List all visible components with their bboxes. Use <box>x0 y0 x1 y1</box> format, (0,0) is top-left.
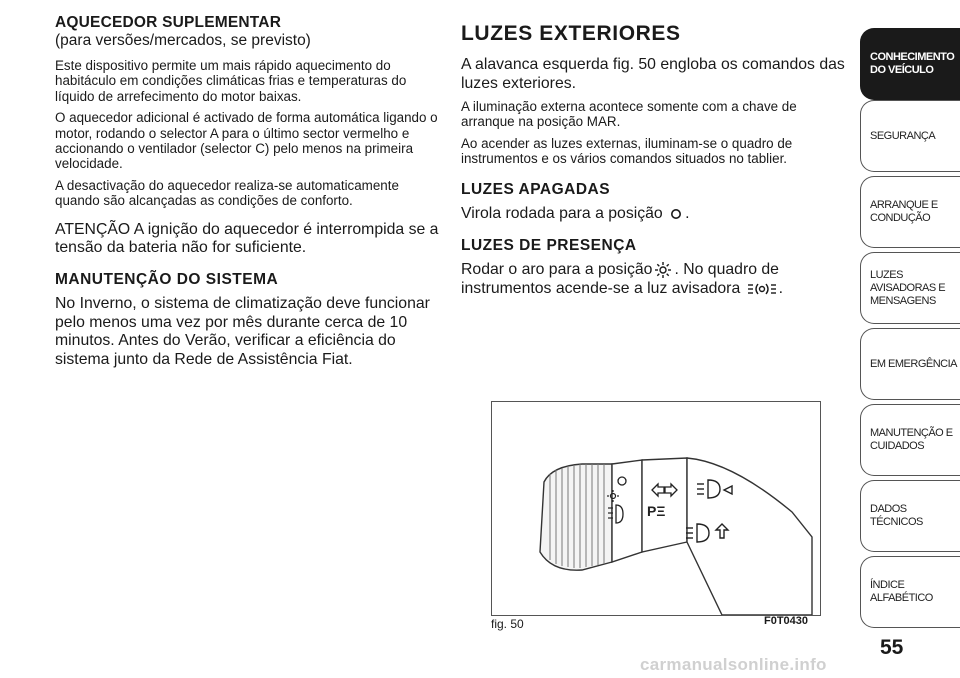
tab-em-emergencia[interactable] <box>860 328 960 400</box>
text-fragment: Rodar o aro para a posição <box>461 261 653 279</box>
text-fragment: . No quadro de <box>674 261 779 279</box>
paragraph: O aquecedor adicional é activado de forma automática ligando o motor, rodando o selector A para o último sector vermelho e accionando o ventilador (selector C) pelo menos na primeira velocidade. <box>55 110 438 172</box>
tab-label: MANUTENÇÃO E CUIDADOS <box>870 427 953 452</box>
position-lights-text <box>461 261 846 298</box>
tab-label: CONHECIMENTO DO VEÍCULO <box>870 51 955 76</box>
text-fragment: Virola rodada para a posição <box>461 204 663 222</box>
text-fragment: . <box>778 279 784 297</box>
tab-conhecimento-do-veiculo[interactable] <box>860 28 960 100</box>
tab-luzes-avisadoras[interactable] <box>860 252 960 324</box>
tab-indice-alfabetico[interactable] <box>860 556 960 628</box>
watermark: carmanualsonline.info <box>640 655 827 674</box>
tab-arranque-e-conducao[interactable] <box>860 176 960 248</box>
section-subheading-heater: (para versões/mercados, se previsto) <box>55 32 311 49</box>
tab-label: SEGURANÇA <box>870 129 936 142</box>
tab-dados-tecnicos[interactable] <box>860 480 960 552</box>
tab-label: ARRANQUE E CONDUÇÃO <box>870 199 938 224</box>
lights-off-icon <box>669 206 683 220</box>
section-heading-maintenance: MANUTENÇÃO DO SISTEMA <box>55 271 279 289</box>
paragraph: No Inverno, o sistema de climatização deve funcionar pelo menos uma vez por mês durante cerca de 10 minutos. Antes do Verão, verificar a eficiência do sistema junto da Rede de Assistência Fiat. <box>55 295 430 368</box>
paragraph: A alavanca esquerda fig. 50 engloba os comandos das luzes exteriores. <box>461 56 845 92</box>
tab-label: DADOS TÉCNICOS <box>870 503 923 528</box>
stalk-illustration <box>491 401 821 616</box>
text-fragment: instrumentos acende-se a luz avisadora <box>461 279 741 297</box>
paragraph: A desactivação do aquecedor realiza-se automaticamente quando são alcançadas as condições de conforto. <box>55 177 399 209</box>
position-lights-warning-icon <box>747 282 777 296</box>
paragraph: Este dispositivo permite um mais rápido aquecimento do habitáculo em condições climáticas frias e temperaturas do líquido de arrefecimento do motor baixas. <box>55 58 407 104</box>
text-fragment: . <box>685 204 690 222</box>
middle-column <box>461 18 846 298</box>
figure-label: fig. 50 <box>491 617 524 631</box>
tab-label: ÍNDICE ALFABÉTICO <box>870 579 933 604</box>
warning-paragraph: ATENÇÃO A ignição do aquecedor é interrompida se a tensão da bateria não for suficiente. <box>55 220 439 256</box>
tab-seguranca[interactable] <box>860 100 960 172</box>
tab-manutencao-e-cuidados[interactable] <box>860 404 960 476</box>
left-column <box>55 14 440 369</box>
section-heading-lights-off: LUZES APAGADAS <box>461 180 611 198</box>
paragraph: A iluminação externa acontece somente com a chave de arranque na posição MAR. <box>461 99 797 130</box>
tab-label: EM EMERGÊNCIA <box>870 357 958 370</box>
lights-off-text <box>461 205 846 224</box>
position-lights-icon <box>654 261 672 279</box>
section-heading-heater: AQUECEDOR SUPLEMENTAR <box>55 14 282 31</box>
section-heading-position-lights: LUZES DE PRESENÇA <box>461 237 637 255</box>
page-section-title: LUZES EXTERIORES <box>461 22 681 45</box>
chapter-tabs <box>858 0 960 678</box>
parking-lights-mark: PΞ <box>647 503 666 519</box>
figure-code: F0T0430 <box>764 615 809 627</box>
tab-label: LUZES AVISADORAS E MENSAGENS <box>870 268 946 307</box>
paragraph: Ao acender as luzes externas, iluminam-se o quadro de instrumentos e os vários comandos situados no tablier. <box>461 135 793 167</box>
light-stalk-drawing <box>492 402 820 615</box>
page-number: 55 <box>880 636 904 659</box>
